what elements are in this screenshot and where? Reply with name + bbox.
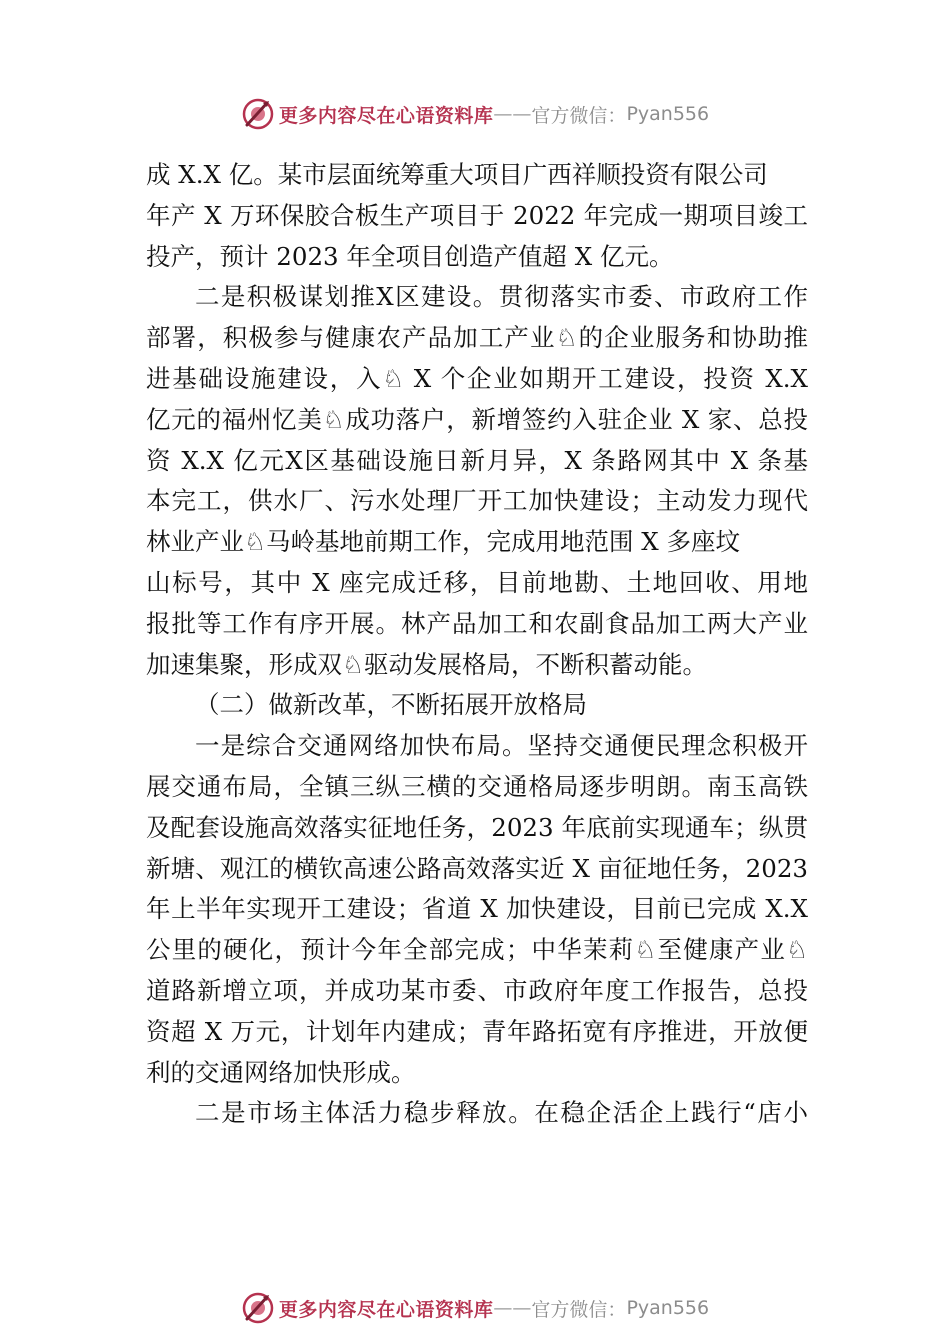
text-line: 一是综合交通网络加快布局。坚持交通便民理念积极开 bbox=[195, 731, 808, 761]
brand-logo-icon bbox=[241, 97, 275, 131]
text-line: 加速集聚，形成双♘驱动发展格局，不断积蓄动能。 bbox=[146, 649, 707, 679]
text-line: 成 X.X 亿。某市层面统筹重大项目广西祥顺投资有限公司 bbox=[146, 160, 768, 189]
text-line: 亿元的福州忆美♘成功落户，新增签约入驻企业 X 家、总投 bbox=[146, 404, 808, 434]
text-line: 新塘、观江的横钦高速公路高效落实近 X 亩征地任务，2023 bbox=[146, 853, 808, 883]
text-line: 资 X.X 亿元Ⅹ区基础设施日新月异，X 条路网其中 X 条基 bbox=[146, 445, 808, 475]
text-line: 年上半年实现开工建设；省道 X 加快建设，目前已完成 X.X bbox=[146, 894, 808, 924]
text-line: 山标号，其中 X 座完成迁移，目前地勘、土地回收、用地 bbox=[146, 567, 808, 597]
banner-wechat-label: 官方微信： bbox=[531, 104, 627, 127]
document-body bbox=[146, 155, 808, 1134]
brand-logo-icon bbox=[241, 1291, 275, 1325]
text-line: 部署，积极参与健康农产品加工产业♘的企业服务和协助推 bbox=[146, 323, 808, 353]
banner-wechat-label: 官方微信： bbox=[531, 1298, 627, 1321]
text-line: 利的交通网络加快形成。 bbox=[146, 1057, 416, 1087]
text-line: 二是市场主体活力稳步释放。在稳企活企上践行“店小 bbox=[195, 1098, 808, 1128]
banner-main-text: 更多内容尽在心语资料库 bbox=[278, 104, 494, 127]
text-line: 资超 X 万元，计划年内建成；青年路拓宽有序推进，开放便 bbox=[146, 1016, 808, 1046]
text-line: 报批等工作有序开展。林产品加工和农副食品加工两大产业 bbox=[146, 608, 808, 638]
text-line: 投产，预计 2023 年全项目创造产值超 X 亿元。 bbox=[146, 241, 674, 271]
text-line: 本完工，供水厂、污水处理厂开工加快建设；主动发力现代 bbox=[146, 486, 808, 516]
banner-main-text: 更多内容尽在心语资料库 bbox=[278, 1298, 494, 1321]
banner-wechat-id: Pyan556 bbox=[626, 103, 710, 125]
text-line: 道路新增立项，并成功某市委、市政府年度工作报告，总投 bbox=[146, 975, 808, 1005]
text-line: 年产 X 万环保胶合板生产项目于 2022 年完成一期项目竣工 bbox=[146, 200, 808, 230]
text-line: 林业产业♘马岭基地前期工作，完成用地范围 X 多座坟 bbox=[146, 527, 740, 557]
footer-watermark-banner bbox=[0, 1288, 950, 1328]
banner-separator: —— bbox=[493, 1297, 532, 1319]
text-line: 及配套设施高效落实征地任务，2023 年底前实现通车；纵贯 bbox=[146, 812, 808, 842]
header-watermark-banner bbox=[0, 94, 950, 134]
banner-separator: —— bbox=[493, 103, 532, 125]
text-line: （二）做新改革，不断拓展开放格局 bbox=[195, 690, 587, 720]
text-line: 展交通布局，全镇三纵三横的交通格局逐步明朗。南玉高铁 bbox=[146, 771, 808, 801]
text-line: 进基础设施建设，入♘ X 个企业如期开工建设，投资 X.X bbox=[146, 363, 808, 393]
banner-wechat-id: Pyan556 bbox=[626, 1297, 710, 1319]
text-line: 公里的硬化，预计今年全部完成；中华茉莉♘至健康产业♘ bbox=[146, 935, 808, 965]
text-line: 二是积极谋划推Ⅹ区建设。贯彻落实市委、市政府工作 bbox=[195, 282, 808, 312]
